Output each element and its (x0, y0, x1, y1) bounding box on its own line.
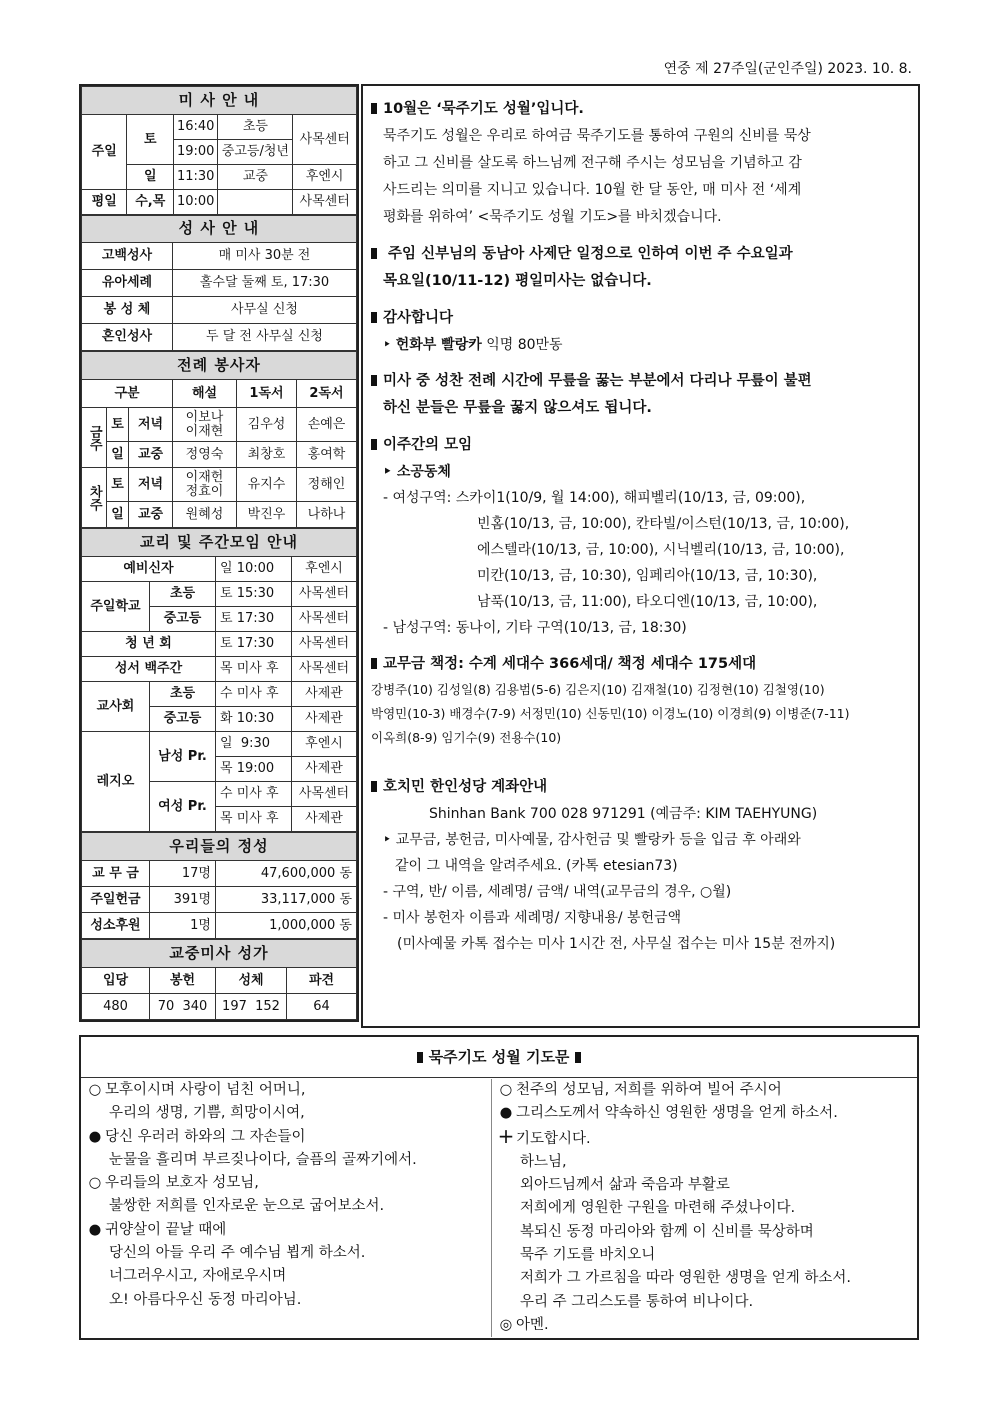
notice-title-cont: 하신 분들은 무릎을 꿇지 않으셔도 됩니다. (383, 400, 652, 416)
hymns-title: 교중미사 성가 (82, 940, 357, 968)
mass-time: 11:30 (173, 165, 217, 190)
meeting-place: 사목센터 (292, 607, 357, 632)
meeting-place: 사목센터 (292, 657, 357, 682)
sacrament-name: 혼인성사 (82, 324, 173, 351)
meeting-subtitle: 소공동체 (396, 464, 451, 480)
sunday-school-label: 주일학교 (82, 582, 150, 632)
meetings-table (81, 528, 357, 832)
circle-filled-icon: ● (499, 1105, 513, 1122)
meeting-name: 청 년 회 (82, 632, 216, 657)
meeting-time: 토 17:30 (216, 632, 292, 657)
notice-title: 10월은 ‘묵주기도 성월’입니다. (383, 101, 584, 117)
offering-count: 1명 (150, 913, 216, 939)
reader-2: 홍여학 (297, 442, 357, 468)
saturday-label: 토 (127, 115, 174, 165)
prayer-title-bar (81, 1037, 917, 1078)
commentator: 원혜성 (173, 502, 237, 528)
mass-table (81, 86, 357, 215)
prayer-line: 불쌍한 저희를 인자로운 눈으로 굽어보소서. (109, 1198, 385, 1215)
circle-open-icon: ○ (88, 1082, 102, 1098)
prayer-line: 묵주 기도를 바치오니 (520, 1247, 656, 1264)
double-circle-icon: ◎ (499, 1316, 513, 1333)
cross-icon: + (497, 1123, 515, 1148)
prayer-box (79, 1035, 919, 1340)
male-pr-label: 남성 Pr. (150, 732, 216, 782)
teachers-label: 교사회 (82, 682, 150, 732)
sacrament-name: 유아세례 (82, 270, 173, 297)
circle-open-icon: ○ (499, 1082, 513, 1098)
notice-text: 하고 그 신비를 살도록 하느님께 전구해 주시는 성모님을 기념하고 감 (383, 155, 802, 171)
offering-name: 교 무 금 (82, 861, 150, 887)
bullet-square-icon (371, 312, 377, 323)
notice-text: 사드리는 의미를 지니고 있습니다. 10월 한 달 동안, 매 미사 전 ‘세계 (383, 182, 802, 198)
bank-account: Shinhan Bank 700 028 971291 (예금주: KIM TAEHYUNG) (429, 806, 818, 822)
mass-type-label: 저녁 (129, 408, 173, 442)
mass-type-label: 저녁 (129, 468, 173, 502)
thanks-detail: 익명 80만동 (481, 337, 563, 353)
meeting-place: 사목센터 (292, 782, 357, 807)
meeting-time: 목 미사 후 (216, 657, 292, 682)
offering-amount: 1,000,000 동 (216, 913, 357, 939)
header-date: 연중 제 27주일(군인주일) 2023. 10. 8. (663, 61, 912, 77)
meeting-line: - 여성구역: 스카이1(10/9, 월 14:00), 해피벨리(10/13, 금, 09:00), (383, 490, 806, 506)
hymn-number: 70 340 (150, 994, 216, 1020)
reader-2: 정해인 (297, 468, 357, 502)
liturgy-title: 전례 봉사자 (82, 352, 357, 380)
bullet-square-icon (371, 658, 377, 669)
commentator: 정영숙 (173, 442, 237, 468)
bullet-square-icon (371, 439, 377, 450)
prayer-line: 하느님, (520, 1153, 567, 1170)
sacrament-value: 매 미사 30분 전 (173, 243, 357, 270)
meeting-place: 사제관 (292, 707, 357, 732)
elem-label: 초등 (150, 682, 216, 707)
offering-name: 성소후원 (82, 913, 150, 939)
pledge-line: 이옥희(8-9) 임기수(9) 전용수(10) (371, 730, 562, 745)
offering-amount: 47,600,000 동 (216, 861, 357, 887)
bank-line: - 구역, 반/ 이름, 세례명/ 금액/ 내역(교무금의 경우, ○월) (383, 884, 732, 900)
day-label: 토 (107, 468, 129, 502)
day-label: 일 (107, 442, 129, 468)
meeting-name: 성서 백주간 (82, 657, 216, 682)
mass-title: 미 사 안 내 (82, 87, 357, 115)
mass-group: 교중 (218, 165, 293, 190)
mass-group: 중고등/청년 (218, 140, 293, 165)
prayer-line: 모후이시며 사랑이 넘친 어머니, (105, 1082, 306, 1098)
mass-time: 16:40 (173, 115, 217, 140)
meeting-place: 사제관 (292, 682, 357, 707)
notice-text: 평화를 위하여’ <묵주기도 성월 기도>를 바치겠습니다. (383, 209, 722, 225)
sunday-day-label: 일 (127, 165, 174, 190)
sacrament-value: 사무실 신청 (173, 297, 357, 324)
offering-name: 주일헌금 (82, 887, 150, 913)
notice-title: 이주간의 모임 (383, 437, 473, 453)
hymn-number: 197 152 (216, 994, 287, 1020)
mass-group: 초등 (218, 115, 293, 140)
meeting-line: 빈홈(10/13, 금, 10:00), 칸타빌/이스턴(10/13, 금, 10:00), (477, 516, 850, 532)
hymn-header: 파견 (287, 968, 357, 994)
sacrament-name: 고백성사 (82, 243, 173, 270)
middle-label: 중고등 (150, 707, 216, 732)
reader-2: 손예은 (297, 408, 357, 442)
sacrament-name: 봉 성 체 (82, 297, 173, 324)
hymns-table (81, 939, 357, 1020)
mass-type-label: 교중 (129, 442, 173, 468)
meeting-time: 일 9:30 (216, 732, 292, 757)
mass-type-label: 교중 (129, 502, 173, 528)
triangle-bullet-icon: ‣ (383, 337, 396, 353)
prayer-left-column (85, 1079, 487, 1312)
meeting-line: 남푹(10/13, 금, 11:00), 타오디엔(10/13, 금, 10:00), (477, 594, 818, 610)
thanks-donor: 헌화부 빨랑카 (395, 337, 482, 353)
notice-rosary-month (371, 96, 910, 231)
prayer-title: 묵주기도 성월 기도문 (428, 1048, 570, 1066)
notice-no-weekday-mass (371, 241, 910, 295)
prayer-line: 저희가 그 가르침을 따라 영원한 생명을 얻게 하소서. (520, 1270, 852, 1287)
prayer-line: 천주의 성모님, 저희를 위하여 빌어 주시어 (516, 1082, 782, 1098)
prayer-line: 복되신 동정 마리아와 함께 이 신비를 묵상하며 (520, 1223, 814, 1240)
mass-group (218, 190, 293, 215)
bullet-square-icon (371, 375, 377, 386)
elem-label: 초등 (150, 582, 216, 607)
prayer-line: 오! 아름다우신 동정 마리아님. (109, 1291, 302, 1308)
this-week-label: 금주 (82, 408, 107, 468)
liturgy-header: 1독서 (237, 380, 297, 408)
prayer-line: 기도합시다. (516, 1130, 591, 1147)
female-pr-label: 여성 Pr. (150, 782, 216, 832)
offering-amount: 33,117,000 동 (216, 887, 357, 913)
bullet-square-icon (371, 781, 377, 792)
notice-title: 주임 신부님의 동남아 사제단 일정으로 인하여 이번 주 수요일과 (383, 246, 793, 262)
prayer-line: 우리들의 보호자 성모님, (105, 1175, 259, 1192)
bullet-square-icon (417, 1052, 423, 1063)
sacrament-table (81, 215, 357, 351)
bank-line: 같이 그 내역을 알려주세요. (카톡 etesian73) (395, 858, 678, 874)
meeting-time: 일 10:00 (216, 557, 292, 582)
wed-thu-label: 수,목 (127, 190, 174, 215)
meeting-place: 사목센터 (292, 632, 357, 657)
liturgy-table (81, 351, 357, 528)
notice-title: 호치민 한인성당 계좌안내 (383, 779, 548, 795)
meeting-name: 예비신자 (82, 557, 216, 582)
meeting-time: 화 10:30 (216, 707, 292, 732)
offering-count: 391명 (150, 887, 216, 913)
meeting-place: 사제관 (292, 757, 357, 782)
bullet-square-icon (371, 103, 377, 114)
offerings-title: 우리들의 정성 (82, 833, 357, 861)
notice-title-cont: 목요일(10/11-12) 평일미사는 없습니다. (383, 273, 652, 289)
meeting-time: 목 미사 후 (216, 807, 292, 832)
sacrament-value: 두 달 전 사무실 신청 (173, 324, 357, 351)
bank-line: - 미사 봉헌자 이름과 세례명/ 지향내용/ 봉헌금액 (383, 910, 682, 926)
meeting-time: 수 미사 후 (216, 682, 292, 707)
prayer-line: 귀양살이 끝날 때에 (105, 1221, 227, 1238)
liturgy-header: 구분 (82, 380, 173, 408)
notice-meetings (371, 432, 910, 641)
mass-place: 사목센터 (293, 115, 357, 165)
meeting-place: 사목센터 (292, 582, 357, 607)
meeting-line: - 남성구역: 동나이, 기타 구역(10/13, 금, 18:30) (383, 620, 687, 636)
prayer-line: 그리스도께서 약속하신 영원한 생명을 얻게 하소서. (516, 1105, 838, 1122)
liturgy-header: 해설 (173, 380, 237, 408)
sacrament-title: 성 사 안 내 (82, 216, 357, 243)
notice-kneeling (371, 368, 910, 422)
day-label: 토 (107, 408, 129, 442)
sunday-label: 주일 (82, 115, 127, 190)
bank-line: (미사예물 카톡 접수는 미사 1시간 전, 사무실 접수는 미사 15분 전까지) (397, 936, 836, 952)
notice-title: 감사합니다 (383, 310, 454, 326)
commentator: 이보나 이재현 (173, 408, 237, 442)
pledge-line: 강병주(10) 김성일(8) 김용범(5-6) 김은지(10) 김재철(10) 김정현(10) 김철영(10) (371, 682, 825, 697)
meeting-line: 에스텔라(10/13, 금, 10:00), 시닉벨리(10/13, 금, 10:00), (477, 542, 845, 558)
mass-time: 10:00 (173, 190, 217, 215)
day-label: 일 (107, 502, 129, 528)
prayer-line: 당신 우러러 하와의 그 자손들이 (105, 1128, 306, 1145)
legio-label: 레지오 (82, 732, 150, 832)
hymn-header: 봉헌 (150, 968, 216, 994)
circle-open-icon: ○ (88, 1175, 102, 1192)
left-info-column (79, 84, 359, 1022)
hymn-header: 성체 (216, 968, 287, 994)
meeting-time: 목 19:00 (216, 757, 292, 782)
reader-1: 박진우 (237, 502, 297, 528)
mass-place: 후엔시 (293, 165, 357, 190)
prayer-line: 외아드님께서 삶과 죽음과 부활로 (520, 1177, 730, 1194)
commentator: 이재헌 정효이 (173, 468, 237, 502)
meeting-time: 수 미사 후 (216, 782, 292, 807)
prayer-line: 너그러우시고, 자애로우시며 (109, 1268, 287, 1285)
mass-place: 사목센터 (293, 190, 357, 215)
mass-time: 19:00 (173, 140, 217, 165)
weekday-label: 평일 (82, 190, 127, 215)
circle-filled-icon: ● (88, 1221, 102, 1238)
reader-2: 나하나 (297, 502, 357, 528)
meeting-place: 후엔시 (292, 557, 357, 582)
prayer-line: 아멘. (516, 1316, 549, 1333)
liturgy-header: 2독서 (297, 380, 357, 408)
middle-label: 중고등 (150, 607, 216, 632)
sacrament-value: 홀수달 둘째 토, 17:30 (173, 270, 357, 297)
prayer-line: 우리의 생명, 기쁨, 희망이시여, (109, 1105, 305, 1122)
notice-title: 미사 중 성찬 전례 시간에 무릎을 꿇는 부분에서 다리나 무릎이 불편 (383, 373, 812, 389)
notices-box (361, 84, 920, 1028)
bullet-square-icon (371, 248, 377, 259)
prayer-line: 우리 주 그리스도를 통하여 비나이다. (520, 1293, 754, 1310)
circle-filled-icon: ● (88, 1128, 102, 1145)
prayer-line: 저희에게 영원한 구원을 마련해 주셨나이다. (520, 1200, 796, 1217)
meeting-time: 토 17:30 (216, 607, 292, 632)
notice-text: 묵주기도 성월은 우리로 하여금 묵주기도를 통하여 구원의 신비를 묵상 (383, 128, 811, 144)
meeting-place: 사제관 (292, 807, 357, 832)
meeting-time: 토 15:30 (216, 582, 292, 607)
reader-1: 유지수 (237, 468, 297, 502)
pledge-line: 박영민(10-3) 배경수(7-9) 서정민(10) 신동민(10) 이경노(10) 이경희(9) 이병준(7-11) (371, 706, 850, 721)
hymn-header: 입당 (82, 968, 150, 994)
reader-1: 김우성 (237, 408, 297, 442)
reader-1: 최창호 (237, 442, 297, 468)
hymn-number: 64 (287, 994, 357, 1020)
offering-count: 17명 (150, 861, 216, 887)
offerings-table (81, 832, 357, 939)
notice-bank (371, 774, 910, 957)
next-week-label: 차주 (82, 468, 107, 528)
notice-thanks (371, 305, 910, 358)
prayer-line: 눈물을 흘리며 부르짖나이다, 슬픔의 골짜기에서. (109, 1151, 417, 1168)
hymn-number: 480 (82, 994, 150, 1020)
triangle-bullet-icon: ‣ (383, 832, 396, 848)
notice-pledge (371, 651, 910, 750)
bullet-square-icon (575, 1052, 581, 1063)
meetings-title: 교리 및 주간모임 안내 (82, 529, 357, 557)
notice-title: 교무금 책정: 수계 세대수 366세대/ 책정 세대수 175세대 (383, 656, 757, 672)
meeting-place: 후엔시 (292, 732, 357, 757)
meeting-line: 미칸(10/13, 금, 10:30), 임페리아(10/13, 금, 10:30), (477, 568, 818, 584)
prayer-line: 당신의 아들 우리 주 예수님 뵙게 하소서. (109, 1245, 366, 1262)
prayer-right-column (491, 1079, 922, 1337)
bank-line: 교무금, 봉헌금, 미사예물, 감사헌금 및 빨랑카 등을 입금 후 아래와 (395, 832, 801, 848)
triangle-bullet-icon: ‣ (383, 464, 397, 480)
